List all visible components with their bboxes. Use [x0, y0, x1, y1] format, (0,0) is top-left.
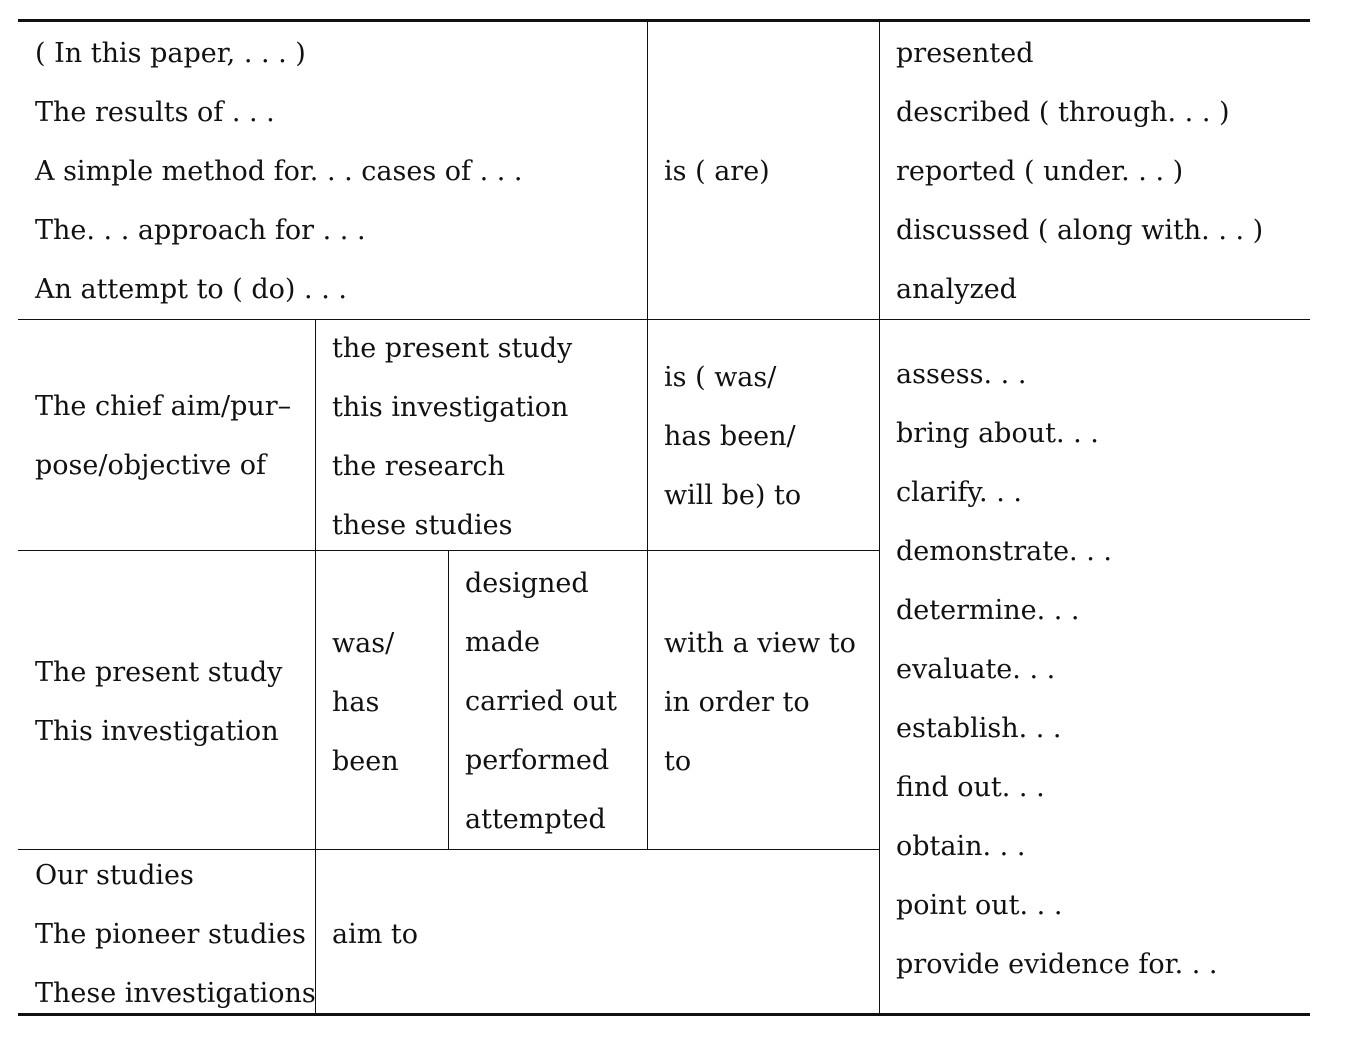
- rule-section1-bottom: [18, 319, 1310, 320]
- section3-participles: [465, 554, 617, 849]
- section4-verb-text: aim to: [332, 919, 419, 950]
- section1-participle: reported ( under. . . ): [896, 156, 1184, 187]
- section4-subjects: [35, 846, 316, 1023]
- section3-purpose-line: to: [664, 746, 692, 777]
- infinitive-item: provide evidence for. . .: [896, 949, 1218, 980]
- infinitive-item: find out. . .: [896, 772, 1045, 803]
- section3-aux-line: been: [332, 746, 399, 777]
- section1-subject: The results of . . .: [35, 97, 275, 128]
- section3-participle: attempted: [465, 804, 606, 835]
- infinitive-item: clarify. . .: [896, 477, 1022, 508]
- section1-subject: The. . . approach for . . .: [35, 215, 366, 246]
- section3-purpose-line: with a view to: [664, 628, 856, 659]
- section1-participles: [896, 24, 1263, 319]
- section4-subject: Our studies: [35, 860, 194, 891]
- infinitive-item: obtain. . .: [896, 831, 1026, 862]
- infinitive-item: demonstrate. . .: [896, 536, 1112, 567]
- section4-subject: These investigations: [35, 978, 316, 1009]
- infinitive-item: point out. . .: [896, 890, 1063, 921]
- section2-verb-line: has been/: [664, 421, 796, 452]
- col-divider-verb: [647, 21, 648, 850]
- section1-subject: ( In this paper, . . . ): [35, 38, 306, 69]
- section3-purpose-line: in order to: [664, 687, 810, 718]
- section4-subject: The pioneer studies: [35, 919, 306, 950]
- section2-object: these studies: [332, 510, 513, 541]
- section3-participle: designed: [465, 568, 589, 599]
- section3-subject: This investigation: [35, 716, 279, 747]
- infinitive-item: evaluate. . .: [896, 654, 1056, 685]
- top-rule: [18, 19, 1310, 22]
- section1-verb: [664, 142, 770, 201]
- section1-verb-text: is ( are): [664, 156, 770, 187]
- infinitive-item: assess. . .: [896, 359, 1027, 390]
- section2-subject: [35, 377, 291, 495]
- infinitive-item: bring about. . .: [896, 418, 1099, 449]
- section1-participle: discussed ( along with. . . ): [896, 215, 1264, 246]
- section3-participle: made: [465, 627, 540, 658]
- section2-subject-line: The chief aim/pur–: [35, 391, 292, 422]
- section1-participle: analyzed: [896, 274, 1017, 305]
- section1-participle: described ( through. . . ): [896, 97, 1230, 128]
- infinitive-item: determine. . .: [896, 595, 1080, 626]
- section3-aux: [332, 614, 399, 791]
- section3-subject: The present study: [35, 657, 283, 688]
- section2-object: this investigation: [332, 392, 569, 423]
- section3-participle: carried out: [465, 686, 618, 717]
- section3-aux-line: has: [332, 687, 380, 718]
- section1-subjects: [35, 24, 523, 319]
- section2-object: the research: [332, 451, 506, 482]
- section2-objects: [332, 319, 572, 555]
- infinitives-list: [896, 345, 1217, 994]
- section1-subject: An attempt to ( do) . . .: [35, 274, 347, 305]
- infinitive-item: establish. . .: [896, 713, 1062, 744]
- section1-subject: A simple method for. . . cases of . . .: [35, 156, 523, 187]
- section4-verb: [332, 905, 418, 964]
- section2-object: the present study: [332, 333, 573, 364]
- section2-verb-line: will be) to: [664, 480, 802, 511]
- section3-participle: performed: [465, 745, 610, 776]
- section3-aux-line: was/: [332, 628, 395, 659]
- col-divider-aux: [448, 551, 449, 850]
- section3-subjects: [35, 643, 282, 761]
- section2-subject-line: pose/objective of: [35, 450, 267, 481]
- col-divider-right: [879, 21, 880, 1014]
- section2-verb-line: is ( was/: [664, 362, 777, 393]
- section2-verb: [664, 348, 801, 525]
- section3-purpose: [664, 614, 856, 791]
- section1-participle: presented: [896, 38, 1034, 69]
